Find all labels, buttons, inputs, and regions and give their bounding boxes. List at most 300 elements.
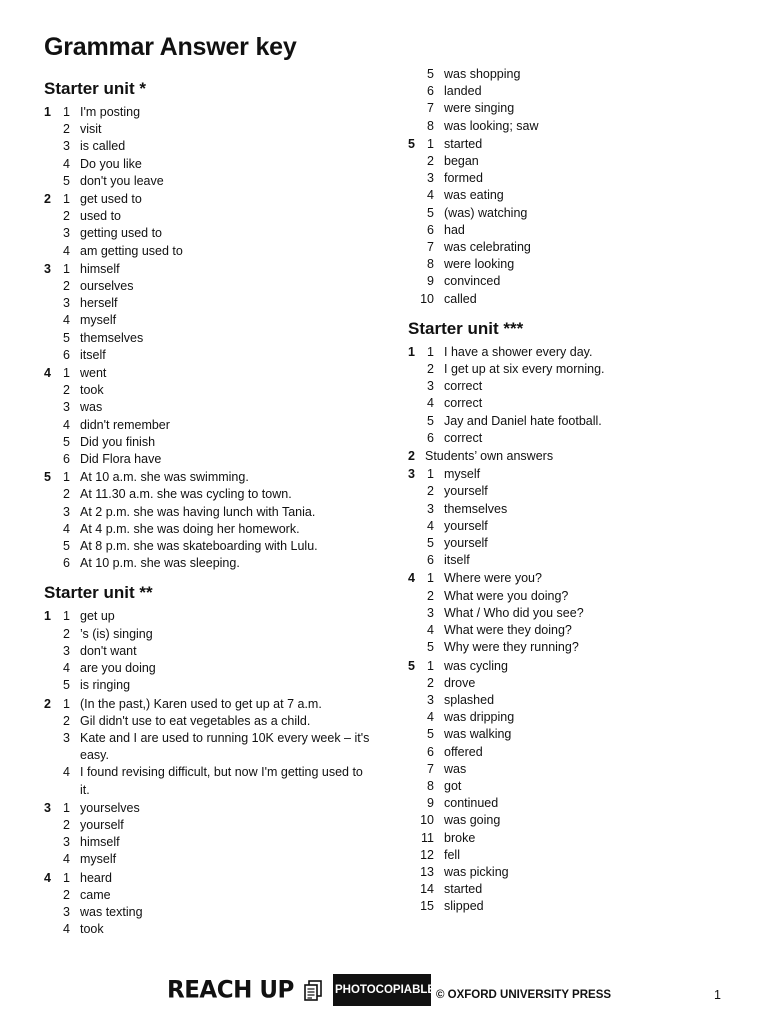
answer-item [408,66,738,83]
item-number: 6 [427,744,434,759]
page-title: Grammar Answer key [44,33,297,61]
item-number: 2 [63,487,70,502]
item-text: didn't remember [80,417,170,432]
item-number: 10 [420,291,434,306]
answer-item [408,344,738,361]
item-text: was [444,761,467,776]
item-number: 7 [427,761,434,776]
answer-item [44,399,374,416]
item-number: 1 [63,696,70,711]
answer-item [408,605,738,622]
item-text: correct [444,379,483,394]
answer-item [44,330,374,347]
item-text: came [80,887,111,902]
item-text: At 4 p.m. she was doing her homework. [80,521,300,536]
item-text: landed [444,84,482,99]
item-number: 5 [427,67,434,81]
answer-item [408,898,738,915]
item-text: themselves [80,330,144,345]
item-text: herself [80,296,118,311]
item-text: was picking [444,864,509,879]
item-text: yourself [80,817,124,832]
item-number: 9 [427,796,434,811]
exercise [44,191,374,260]
item-text: correct [444,430,483,445]
exercise [44,608,374,694]
item-text: was shopping [444,67,521,81]
item-text: had [444,222,465,237]
answer-item [408,413,738,430]
answer-item [408,622,738,639]
item-number: 4 [427,710,434,725]
answer-item [44,347,374,364]
item-text: I get up at six every morning. [444,362,605,377]
answer-item [408,692,738,709]
item-number: 7 [427,240,434,255]
item-text: Gil didn't use to eat vegetables as a child. [80,713,311,728]
answer-item [44,851,374,868]
item-number: 4 [63,417,70,432]
item-text: were singing [444,101,515,116]
answer-item [408,501,738,518]
answer-item [408,118,738,135]
exercise [44,469,374,572]
item-number: 3 [427,379,434,394]
item-number: 4 [427,518,434,533]
exercise-number: 4 [44,870,51,885]
answer-item [44,921,374,938]
item-text: Kate and I are used to running 10K every week – it's easy. [80,730,370,763]
answer-item [44,208,374,225]
item-number: 4 [63,156,70,171]
answer-item [44,764,374,798]
item-number: 4 [63,243,70,258]
answer-item [408,100,738,117]
answer-item [408,187,738,204]
item-text: Did Flora have [80,452,162,467]
answer-item [408,239,738,256]
item-number: 4 [427,396,434,411]
item-number: 5 [63,678,70,693]
unit-section [44,74,374,572]
answer-item [44,138,374,155]
item-number: 1 [427,467,434,482]
exercise-number: 5 [44,470,51,485]
item-number: 1 [63,261,70,276]
answer-item [408,847,738,864]
answer-item [408,639,738,656]
item-number: 5 [63,330,70,345]
answer-item [408,361,738,378]
copyright-text: © OXFORD UNIVERSITY PRESS [436,989,612,1001]
answer-item [44,677,374,694]
item-number: 6 [63,452,70,467]
item-text: heard [80,870,112,885]
item-number: 5 [427,205,434,220]
item-text: yourself [444,518,488,533]
answer-item [44,243,374,260]
answer-item [44,278,374,295]
item-text: was cycling [444,658,508,673]
item-number: 5 [63,173,70,188]
answer-item [408,430,738,447]
answer-item [44,696,374,713]
item-text: is called [80,139,126,154]
item-text: himself [80,261,120,276]
item-text: ourselves [80,279,134,294]
exercise [408,658,738,916]
item-number: 2 [63,887,70,902]
unit-heading: Starter unit ** [44,583,153,603]
item-number: 2 [63,713,70,728]
item-text: offered [444,744,483,759]
item-text: At 10 a.m. she was swimming. [80,470,249,485]
exercise [408,66,738,135]
item-text: itself [80,347,106,362]
item-text: (was) watching [444,205,528,220]
answer-item [44,104,374,121]
answer-item [408,483,738,500]
answer-item [44,904,374,921]
exercise [44,800,374,869]
answer-item [44,365,374,382]
item-text: got [444,778,462,793]
answer-item [44,312,374,329]
answer-item [44,417,374,434]
unit-section [44,578,374,938]
answer-item [408,83,738,100]
item-text: was celebrating [444,240,531,255]
item-number: 2 [427,362,434,377]
item-number: 2 [427,675,434,690]
answer-item [408,761,738,778]
item-text: started [444,136,483,151]
item-number: 3 [63,904,70,919]
item-number: 4 [63,765,70,780]
item-text: myself [80,852,117,867]
answer-item [408,675,738,692]
item-text: splashed [444,692,495,707]
exercise-number: 3 [44,800,51,815]
item-text: was looking; saw [444,118,539,133]
answer-item [44,261,374,278]
item-text: Why were they running? [444,640,579,655]
exercise [44,104,374,190]
item-number: 3 [427,501,434,516]
item-text: I found revising difficult, but now I'm getting used to it. [80,765,363,797]
item-number: 2 [63,383,70,398]
reach-up-logo: REACH UP [167,976,294,1004]
item-text: formed [444,171,483,186]
answer-item [408,170,738,187]
item-number: 11 [421,830,434,845]
item-number: 1 [63,366,70,381]
answer-item [408,658,738,675]
item-number: 3 [427,692,434,707]
item-text: took [80,383,104,398]
item-text: getting used to [80,226,163,241]
item-text: yourself [444,484,488,499]
item-number: 8 [427,118,434,133]
item-number: 3 [63,139,70,154]
page-footer [0,974,768,1008]
item-number: 2 [63,209,70,224]
item-text: What / Who did you see? [444,605,584,620]
answer-item [408,709,738,726]
answer-item [44,800,374,817]
item-text: was walking [444,727,512,742]
item-text: was dripping [444,710,515,725]
item-text: At 11.30 a.m. she was cycling to town. [80,487,292,502]
item-number: 1 [427,136,434,151]
answer-item [44,486,374,503]
item-number: 4 [63,922,70,937]
item-text: yourselves [80,800,140,815]
answer-item [44,451,374,468]
answer-item [44,555,374,572]
answer-item [408,726,738,743]
exercise-number: 3 [408,467,415,482]
document-stack-icon [303,980,323,1002]
item-number: 1 [63,800,70,815]
item-text: drove [444,675,476,690]
item-text: yourself [444,536,488,551]
item-number: 3 [63,296,70,311]
answer-item [44,469,374,486]
item-text: don't you leave [80,173,164,188]
item-number: 14 [420,882,434,897]
item-number: 1 [63,105,70,119]
item-text: continued [444,796,499,811]
item-text: correct [444,396,483,411]
item-text: I have a shower every day. [444,344,593,359]
item-number: 8 [427,257,434,272]
item-text: was going [444,813,501,828]
answer-item [44,870,374,887]
unit-heading: Starter unit *** [408,318,524,338]
item-text: convinced [444,274,501,289]
left-column [44,74,374,938]
item-text: What were you doing? [444,588,569,603]
item-number: 1 [63,870,70,885]
item-number: 4 [63,661,70,676]
item-text: Do you like [80,156,142,171]
item-text: myself [80,313,117,328]
answer-item [44,225,374,242]
answer-item [44,834,374,851]
exercise-number: 3 [44,261,51,276]
item-number: 15 [420,899,434,914]
item-text: began [444,154,479,169]
exercise-number: 1 [408,344,415,359]
exercise [44,365,374,468]
item-text: What were they doing? [444,623,572,638]
answer-item [44,730,374,764]
item-number: 5 [427,536,434,551]
answer-item [44,643,374,660]
item-text: himself [80,835,120,850]
item-text: broke [444,830,476,845]
item-text: fell [444,847,460,862]
item-text: was [80,400,103,415]
answer-item [44,173,374,190]
item-number: 5 [427,727,434,742]
answer-item [408,136,738,153]
left-units [44,74,374,938]
answer-item [408,395,738,412]
answer-item [44,660,374,677]
answer-item [44,121,374,138]
answer-item [408,466,738,483]
item-number: 6 [427,222,434,237]
exercise [408,136,738,308]
exercise-number: 2 [408,449,415,464]
item-text: were looking [444,257,515,272]
answer-item [408,153,738,170]
item-number: 3 [63,504,70,519]
item-number: 2 [427,588,434,603]
answer-item [408,795,738,812]
exercise [44,261,374,364]
answer-item [44,156,374,173]
answer-item [44,434,374,451]
exercise [408,570,738,656]
answer-item [408,830,738,847]
exercise [408,448,738,465]
item-number: 4 [63,313,70,328]
item-number: 4 [63,852,70,867]
item-text: At 8 p.m. she was skateboarding with Lulu. [80,539,318,554]
item-number: 4 [427,623,434,638]
item-number: 5 [427,413,434,428]
exercise-number: 4 [408,571,415,586]
answer-item [408,291,738,308]
item-text: took [80,922,104,937]
answer-item [408,222,738,239]
item-number: 13 [420,864,434,879]
item-number: 2 [63,122,70,137]
item-text: was eating [444,188,504,203]
item-number: 1 [63,609,70,624]
item-text: At 10 p.m. she was sleeping. [80,556,240,571]
item-number: 2 [427,484,434,499]
answer-item [408,588,738,605]
item-text: Jay and Daniel hate football. [444,413,602,428]
answer-item [44,608,374,625]
answer-item [408,535,738,552]
exercise [408,344,738,447]
item-text: was texting [80,904,143,919]
exercise [44,696,374,799]
answer-item [408,552,738,569]
item-text: am getting used to [80,243,183,258]
exercise-number: 5 [408,658,415,673]
exercise [44,870,374,939]
right-column [408,66,738,916]
item-number: 1 [427,658,434,673]
item-number: 1 [63,192,70,207]
item-number: 3 [63,730,70,745]
item-text: started [444,882,483,897]
answer-item [44,521,374,538]
item-text: is ringing [80,678,131,693]
item-number: 3 [63,400,70,415]
answer-item [44,191,374,208]
answer-item [408,570,738,587]
item-number: 12 [420,847,434,862]
answer-item [408,812,738,829]
item-number: 6 [63,556,70,571]
item-number: 9 [427,274,434,289]
unit-section [408,66,738,308]
item-text: myself [444,467,481,482]
item-number: 3 [63,643,70,658]
item-number: 6 [427,430,434,445]
item-text: get up [80,609,115,624]
item-text: used to [80,209,122,224]
item-number: 5 [63,539,70,554]
answer-item [408,378,738,395]
item-number: 3 [63,835,70,850]
item-text: Where were you? [444,571,542,586]
item-number: 4 [427,188,434,203]
photocopiable-badge: PHOTOCOPIABLE [333,974,431,1006]
item-text: get used to [80,192,142,207]
item-number: 1 [427,344,434,359]
item-text: slipped [444,899,484,914]
answer-item [408,778,738,795]
answer-item [44,295,374,312]
answer-item [44,887,374,904]
item-text: itself [444,553,470,568]
item-number: 2 [427,154,434,169]
item-number: 3 [427,171,434,186]
right-units [408,66,738,916]
answer-item [44,538,374,555]
item-number: 6 [63,347,70,362]
answer-item [408,744,738,761]
exercise-number: 1 [44,609,51,624]
item-number: 3 [63,226,70,241]
exercise-number: 2 [44,192,51,207]
item-text: At 2 p.m. she was having lunch with Tania. [80,504,316,519]
item-number: 3 [427,605,434,620]
item-number: 5 [63,434,70,449]
exercise-number: 2 [44,696,51,711]
answer-item [408,273,738,290]
item-text: visit [80,122,102,137]
answer-item [408,881,738,898]
page-number: 1 [714,988,721,1002]
exercise [408,466,738,569]
item-number: 10 [420,813,434,828]
item-text: (In the past,) Karen used to get up at 7 a.m. [80,696,322,711]
answer-item [44,382,374,399]
answer-item [44,504,374,521]
answer-item [408,518,738,535]
item-number: 2 [63,626,70,641]
exercise-answer: Students’ own answers [425,449,554,464]
item-number: 6 [427,84,434,99]
item-number: 4 [63,521,70,536]
item-number: 2 [63,279,70,294]
unit-heading: Starter unit * [44,79,147,98]
unit-section [408,314,738,916]
item-text: I'm posting [80,105,141,119]
item-text: went [80,366,107,381]
item-number: 6 [427,553,434,568]
item-number: 8 [427,778,434,793]
